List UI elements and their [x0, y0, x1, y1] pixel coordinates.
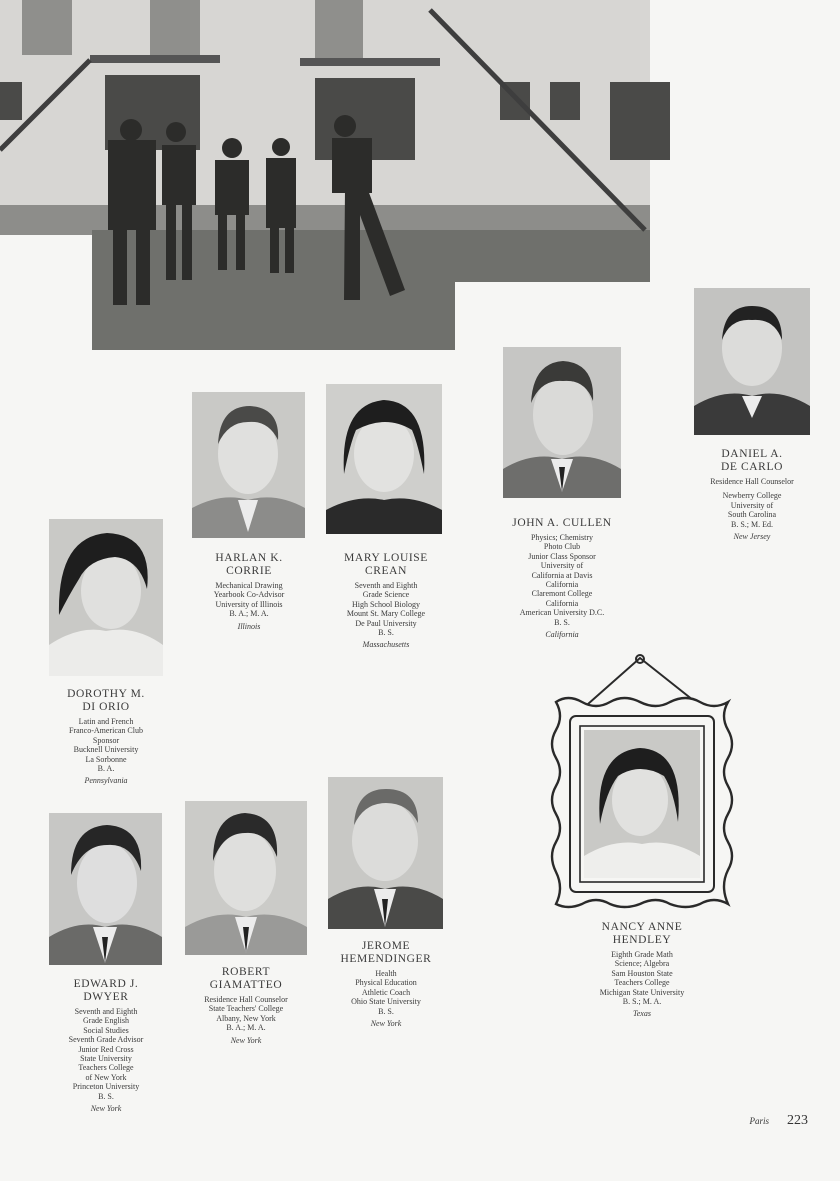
home-state: Massachusetts	[362, 640, 410, 650]
page-number: 223	[787, 1113, 808, 1128]
caption-di-orio: DOROTHY M. DI ORIO Latin and French Franco-American Club Sponsor Bucknell University La Sorbonne B. A. Pennsylvania	[40, 688, 172, 794]
home-state: New Jersey	[733, 532, 771, 542]
hand-drawn-picture-frame	[548, 652, 734, 910]
caption-hemendinger: JEROME HEMENDINGER Health Physical Education Athletic Coach Ohio State University B. S. New York	[318, 940, 454, 1037]
students-playing-photo	[0, 0, 680, 350]
caption-de-carlo: DANIEL A. DE CARLO Residence Hall Counselor Newberry College University of South Carolina B. S.; M. Ed. New Jersey	[690, 448, 814, 550]
portrait-photo	[328, 777, 443, 929]
portrait-photo	[49, 813, 162, 965]
person-name: DANIEL A.	[721, 448, 783, 460]
home-state: New York	[90, 1104, 122, 1114]
person-name: JEROME	[361, 940, 411, 952]
home-state: New York	[370, 1019, 402, 1029]
portrait-photo	[326, 384, 442, 534]
home-state: Texas	[633, 1009, 651, 1019]
person-name: MARY LOUISE	[344, 552, 428, 564]
caption-giamatteo: ROBERT GIAMATTEO Residence Hall Counselor State Teachers' College Albany, New York B. A.; M. A. New York	[180, 966, 312, 1054]
person-name: ROBERT	[221, 966, 271, 978]
portrait-photo	[192, 392, 305, 538]
person-name: EDWARD J.	[73, 978, 139, 990]
portrait-photo	[49, 519, 163, 676]
home-state: California	[545, 630, 579, 640]
person-name: HENDLEY	[612, 934, 672, 946]
portrait-photo	[185, 801, 307, 955]
section-name: Paris	[749, 1116, 769, 1126]
person-name: JOHN A. CULLEN	[512, 517, 612, 529]
person-name: HARLAN K.	[215, 552, 283, 564]
person-name: DOROTHY M.	[67, 688, 145, 700]
person-name: NANCY ANNE	[601, 921, 683, 933]
home-state: Pennsylvania	[84, 776, 128, 786]
caption-hendley: NANCY ANNE HENDLEY Eighth Grade Math Science; Algebra Sam Houston State Teachers College Michigan State University B. S.; M. A. Texas	[572, 921, 712, 1027]
page-footer	[749, 1111, 808, 1129]
home-state: Illinois	[237, 621, 261, 631]
portrait-photo	[503, 347, 621, 498]
person-name: DE CARLO	[721, 461, 783, 473]
home-state: New York	[230, 1035, 262, 1045]
person-name: HEMENDINGER	[340, 953, 432, 965]
caption-crean: MARY LOUISE CREAN Seventh and Eighth Grade Science High School Biology Mount St. Mary College De Paul University B. S. Massachusetts	[318, 552, 454, 658]
person-name: GIAMATTEO	[209, 979, 283, 991]
portrait-photo	[694, 288, 810, 435]
caption-cullen: JOHN A. CULLEN Physics; Chemistry Photo Club Junior Class Sponsor University of California at Davis California Claremont College California American University D.C. B. S. California	[496, 517, 628, 648]
caption-dwyer: EDWARD J. DWYER Seventh and Eighth Grade English Social Studies Seventh Grade Advisor Junior Red Cross State University Teachers College of New York Princeton University B. S. New York	[40, 978, 172, 1122]
person-name: CORRIE	[226, 565, 272, 577]
person-name: DWYER	[83, 991, 129, 1003]
caption-corrie: HARLAN K. CORRIE Mechanical Drawing Yearbook Co-Advisor University of Illinois B. A.; M. A. Illinois	[184, 552, 314, 640]
person-name: DI ORIO	[82, 701, 130, 713]
person-name: CREAN	[365, 565, 407, 577]
